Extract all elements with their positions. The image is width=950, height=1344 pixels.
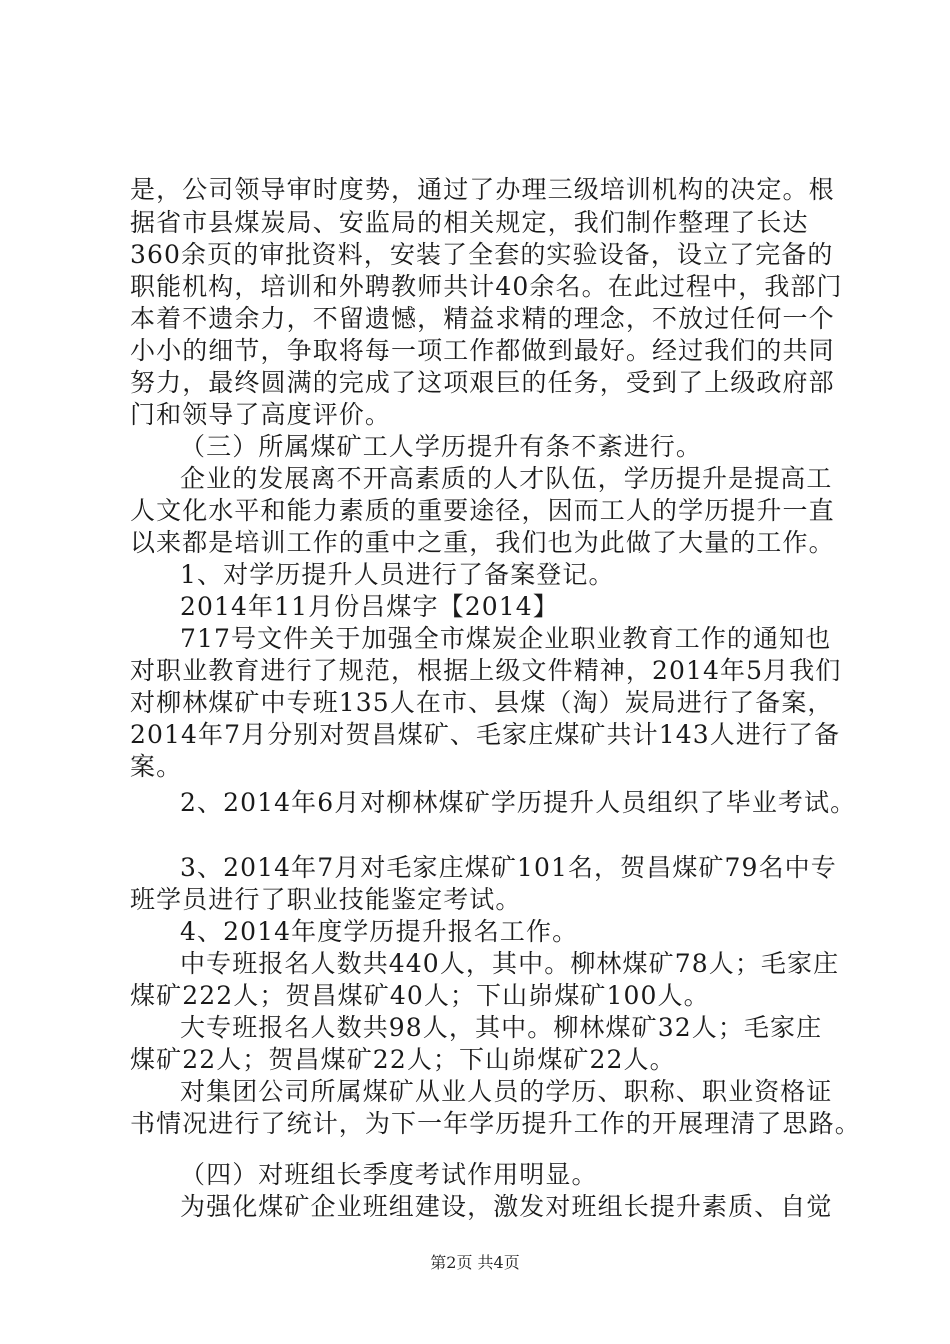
list-item: 3、2014年7月对毛家庄煤矿101名，贺昌煤矿79名中专 [180, 853, 837, 882]
body-line: 企业的发展离不开高素质的人才队伍，学历提升是提高工 [180, 464, 833, 493]
list-item: 1、对学历提升人员进行了备案登记。 [180, 560, 615, 589]
body-line: 为强化煤矿企业班组建设，激发对班组长提升素质、自觉 [180, 1192, 833, 1221]
body-line: 小小的细节，争取将每一项工作都做到最好。经过我们的共同 [130, 336, 835, 365]
body-line: 书情况进行了统计，为下一年学历提升工作的开展理清了思路。 [130, 1109, 861, 1138]
body-line: 对集团公司所属煤矿从业人员的学历、职称、职业资格证 [180, 1077, 833, 1106]
body-line: 努力，最终圆满的完成了这项艰巨的任务，受到了上级政府部 [130, 368, 835, 397]
body-line: 以来都是培训工作的重中之重，我们也为此做了大量的工作。 [130, 528, 835, 557]
section-heading: （四）对班组长季度考试作用明显。 [180, 1160, 598, 1189]
body-line: 大专班报名人数共98人，其中。柳林煤矿32人；毛家庄 [180, 1013, 823, 1042]
body-line: 煤矿222人；贺昌煤矿40人；下山峁煤矿100人。 [130, 981, 710, 1010]
body-line: 对职业教育进行了规范，根据上级文件精神，2014年5月我们 [130, 656, 842, 685]
body-line: 据省市县煤炭局、安监局的相关规定，我们制作整理了长达 [130, 208, 809, 237]
list-item: 4、2014年度学历提升报名工作。 [180, 917, 579, 946]
body-line: 煤矿22人；贺昌煤矿22人；下山峁煤矿22人。 [130, 1045, 676, 1074]
body-line: 本着不遗余力，不留遗憾，精益求精的理念，不放过任何一个 [130, 304, 835, 333]
body-line: 360余页的审批资料，安装了全套的实验设备，设立了完备的 [130, 240, 834, 269]
body-line: 人文化水平和能力素质的重要途径，因而工人的学历提升一直 [130, 496, 835, 525]
body-line: 职能机构，培训和外聘教师共计40余名。在此过程中，我部门 [130, 272, 843, 301]
list-item: 2、2014年6月对柳林煤矿学历提升人员组织了毕业考试。 [180, 788, 857, 817]
body-line: 717号文件关于加强全市煤炭企业职业教育工作的通知也 [180, 624, 832, 653]
body-line: 中专班报名人数共440人，其中。柳林煤矿78人；毛家庄 [180, 949, 840, 978]
body-line: 班学员进行了职业技能鉴定考试。 [130, 885, 522, 914]
body-line: 2014年11月份吕煤字【2014】 [180, 592, 559, 621]
body-line: 门和领导了高度评价。 [130, 400, 392, 429]
page-number-footer: 第2页 共4页 [430, 1253, 520, 1272]
body-line: 案。 [130, 752, 183, 781]
body-line: 2014年7月分别对贺昌煤矿、毛家庄煤矿共计143人进行了备 [130, 720, 841, 749]
body-line: 是，公司领导审时度势，通过了办理三级培训机构的决定。根 [130, 175, 835, 204]
section-heading: （三）所属煤矿工人学历提升有条不紊进行。 [180, 432, 703, 461]
body-line: 对柳林煤矿中专班135人在市、县煤（淘）炭局进行了备案， [130, 688, 834, 717]
